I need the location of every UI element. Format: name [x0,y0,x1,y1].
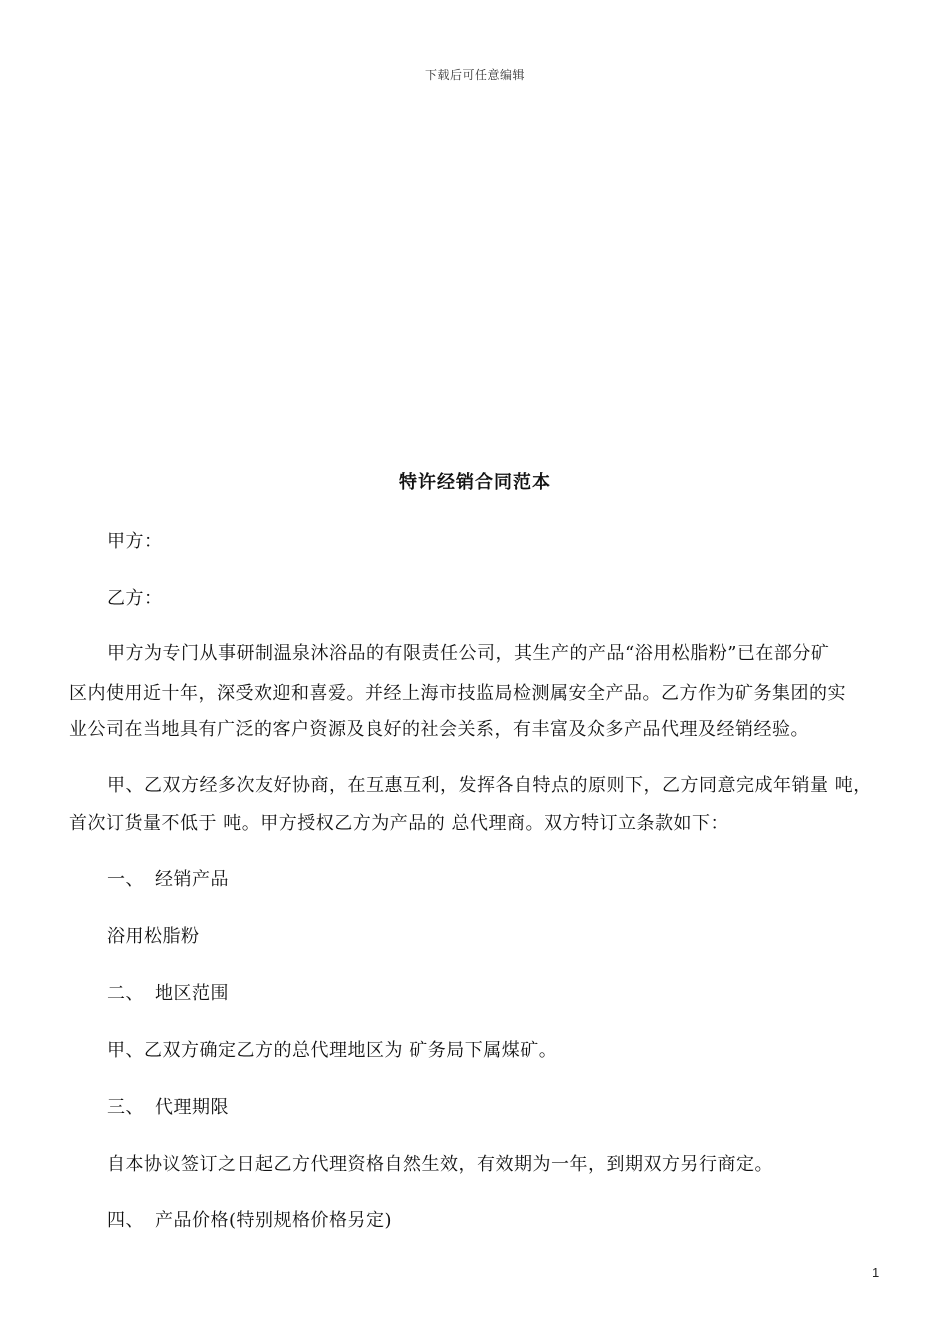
agreement-line-2: 首次订货量不低于 吨。甲方授权乙方为产品的 总代理商。双方特订立条款如下： [69,813,729,834]
agreement-line-1: 甲、乙双方经多次友好协商，在互惠互利，发挥各自特点的原则下，乙方同意完成年销量 吨， [107,775,872,796]
document-title: 特许经销合同范本 [399,472,551,493]
header-note: 下载后可任意编辑 [424,68,525,82]
section-heading-3 [107,1093,229,1119]
section-2-body: 甲、乙双方确定乙方的总代理地区为 矿务局下属煤矿。 [107,1040,558,1061]
section-number: 二、 [107,983,144,1004]
party-b-label: 乙方： [107,588,163,609]
party-a-label: 甲方： [107,531,163,552]
section-heading-2 [107,979,229,1005]
section-number: 三、 [107,1097,144,1118]
intro-line-1: 甲方为专门从事研制温泉沐浴品的有限责任公司，其生产的产品“浴用松脂粉”已在部分矿 [107,643,830,664]
section-number: 四、 [107,1210,144,1231]
page-number: 1 [872,1265,880,1280]
section-title: 地区范围 [155,983,229,1004]
section-heading-1 [107,865,229,891]
section-3-body: 自本协议签订之日起乙方代理资格自然生效，有效期为一年，到期双方另行商定。 [107,1154,773,1175]
intro-line-2: 区内使用近十年，深受欢迎和喜爱。并经上海市技监局检测属安全产品。乙方作为矿务集团的实 [69,683,846,704]
section-title: 经销产品 [155,869,229,890]
section-heading-4 [107,1206,392,1232]
section-1-body: 浴用松脂粉 [107,926,200,947]
intro-line-3: 业公司在当地具有广泛的客户资源及良好的社会关系，有丰富及众多产品代理及经销经验。 [69,719,809,740]
section-title: 代理期限 [155,1097,229,1118]
section-number: 一、 [107,869,144,890]
section-title: 产品价格(特别规格价格另定) [155,1210,393,1231]
